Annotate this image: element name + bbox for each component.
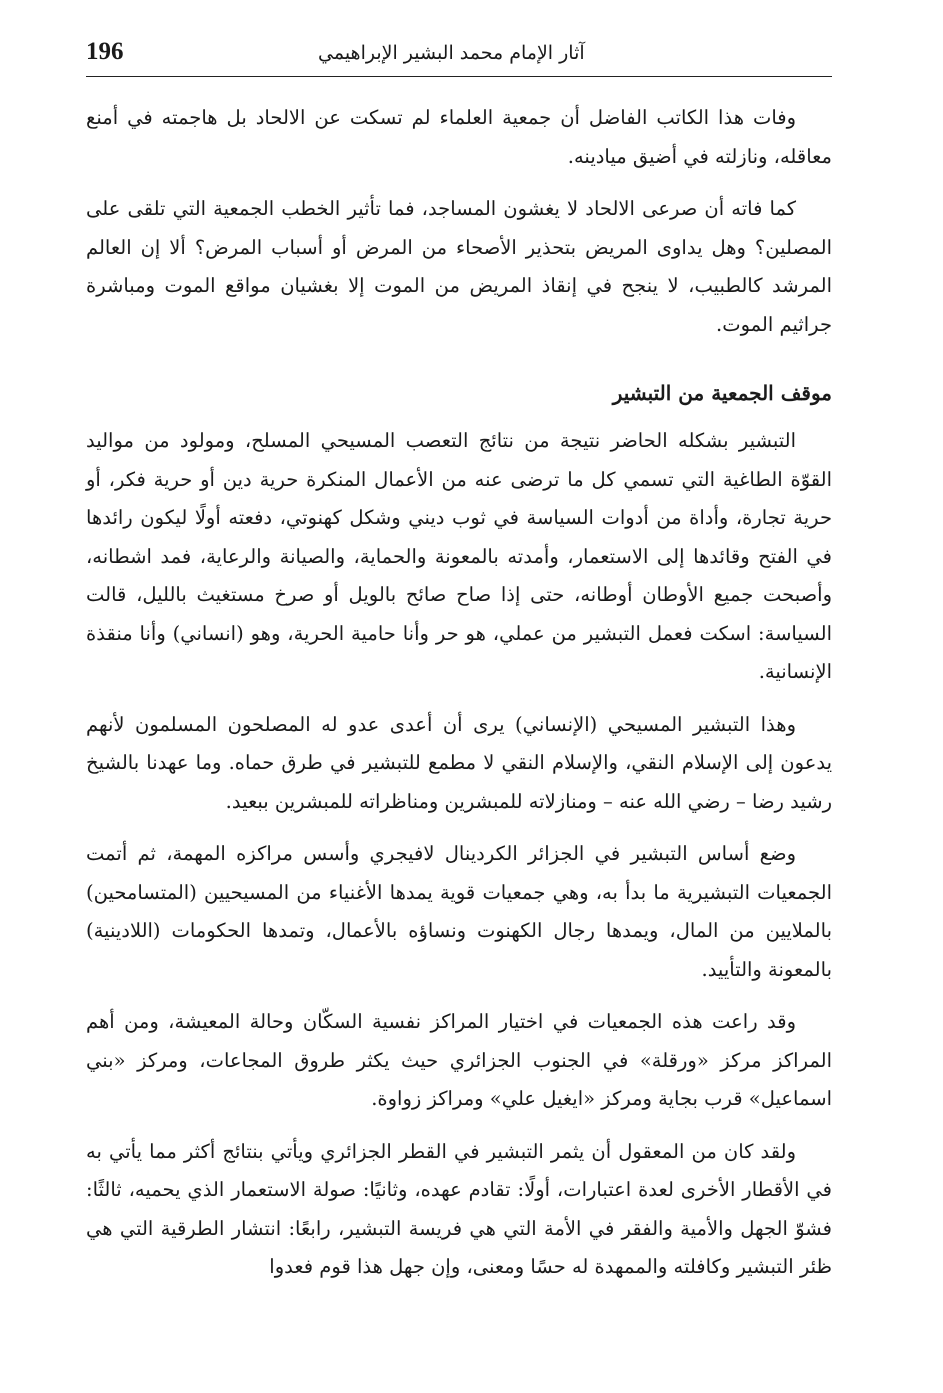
page-number: 196: [86, 38, 124, 65]
section-title: موقف الجمعية من التبشير: [612, 381, 832, 405]
running-title: آثار الإمام محمد البشير الإبراهيمي: [318, 42, 585, 64]
paragraph: ولقد كان من المعقول أن يثمر التبشير في القطر الجزائري ويأتي بنتائج أكثر مما يأتي به في الأقطار الأخرى لعدة اعتبارات، أولًا: تقادم عهده، وثانيًا: صولة الاستعمار الذي يحميه، ثالثًا: فشوّ الجهل والأمية والفقر في الأمة التي هي فريسة التبشير، رابعًا: انتشار الطرقية التي هي ظئر التبشير وكافلته والممهدة له حسًا ومعنى، وإن جهل هذا قوم فعدوا: [86, 1139, 832, 1278]
paragraph: التبشير بشكله الحاضر نتيجة من نتائج التعصب المسيحي المسلح، ومولود من مواليد القوّة الطاغية التي تسمي كل ما ترضى عنه من الأعمال المنكرة حرية دين أو حرية فكر، أو حرية تجارة، وأداة من أدوات السياسة في ثوب ديني وشكل كهنوتي، دفعته أولًا ليكون رائدها في الفتح وقائدها إلى الاستعمار، وأمدته بالمعونة والحماية، والصيانة والرعاية، فمد اشطانه، وأصبحت جميع الأوطان أوطانه، حتى إذا صاح صائح بالويل أو صرخ مستغيث بالليل، قالت السياسة: اسكت فعمل التبشير من عملي، هو حر وأنا حامية الحرية، وهو (انساني) وأنا منقذة الإنسانية.: [86, 429, 832, 683]
paragraph: وضع أساس التبشير في الجزائر الكردينال لافيجري وأسس مراكزه المهمة، ثم أتمت الجمعيات التبشيرية ما بدأ به، وهي جمعيات قوية يمدها الأغنياء من المسيحيين (المتسامحين) بالملايين من المال، ويمدها رجال الكهنوت ونساؤه بالأعمال، وتمدها الحكومات (اللادينية) بالمعونة والتأييد.: [86, 842, 832, 981]
book-page: [86, 30, 832, 1301]
paragraph: وهذا التبشير المسيحي (الإنساني) يرى أن أعدى عدو له المصلحون المسلمون لأنهم يدعون إلى الإسلام النقي، والإسلام النقي لا مطمع للتبشير في طرق حماه. وما عهدنا بالشيخ رشيد رضا – رضي الله عنه – ومنازلاته للمبشرين ومناظراته للمبشرين ببعيد.: [86, 712, 832, 813]
paragraph: وفات هذا الكاتب الفاضل أن جمعية العلماء لم تسكت عن الالحاد بل هاجمته في أمنع معاقله، ونازلته في أضيق ميادينه.: [86, 106, 832, 168]
page-content: [86, 99, 832, 1287]
paragraph: وقد راعت هذه الجمعيات في اختيار المراكز نفسية السكّان وحالة المعيشة، ومن أهم المراكز مركز «ورقلة» في الجنوب الجزائري حيث يكثر طروق المجاعات، ومركز «بني اسماعيل» قرب بجاية ومركز «ايغيل علي» ومراكز زواوة.: [86, 1010, 832, 1110]
paragraph: كما فاته أن صرعى الالحاد لا يغشون المساجد، فما تأثير الخطب الجمعية التي تلقى على المصلين؟ وهل يداوى المريض بتحذير الأصحاء من المرض أو أسباب المرض؟ ألا إن العالم المرشد كالطبيب، لا ينجح في إنقاذ المريض من الموت إلا بغشيان مواقع الموت ومباشرة جراثيم الموت.: [86, 197, 832, 336]
page-header: [86, 30, 832, 77]
